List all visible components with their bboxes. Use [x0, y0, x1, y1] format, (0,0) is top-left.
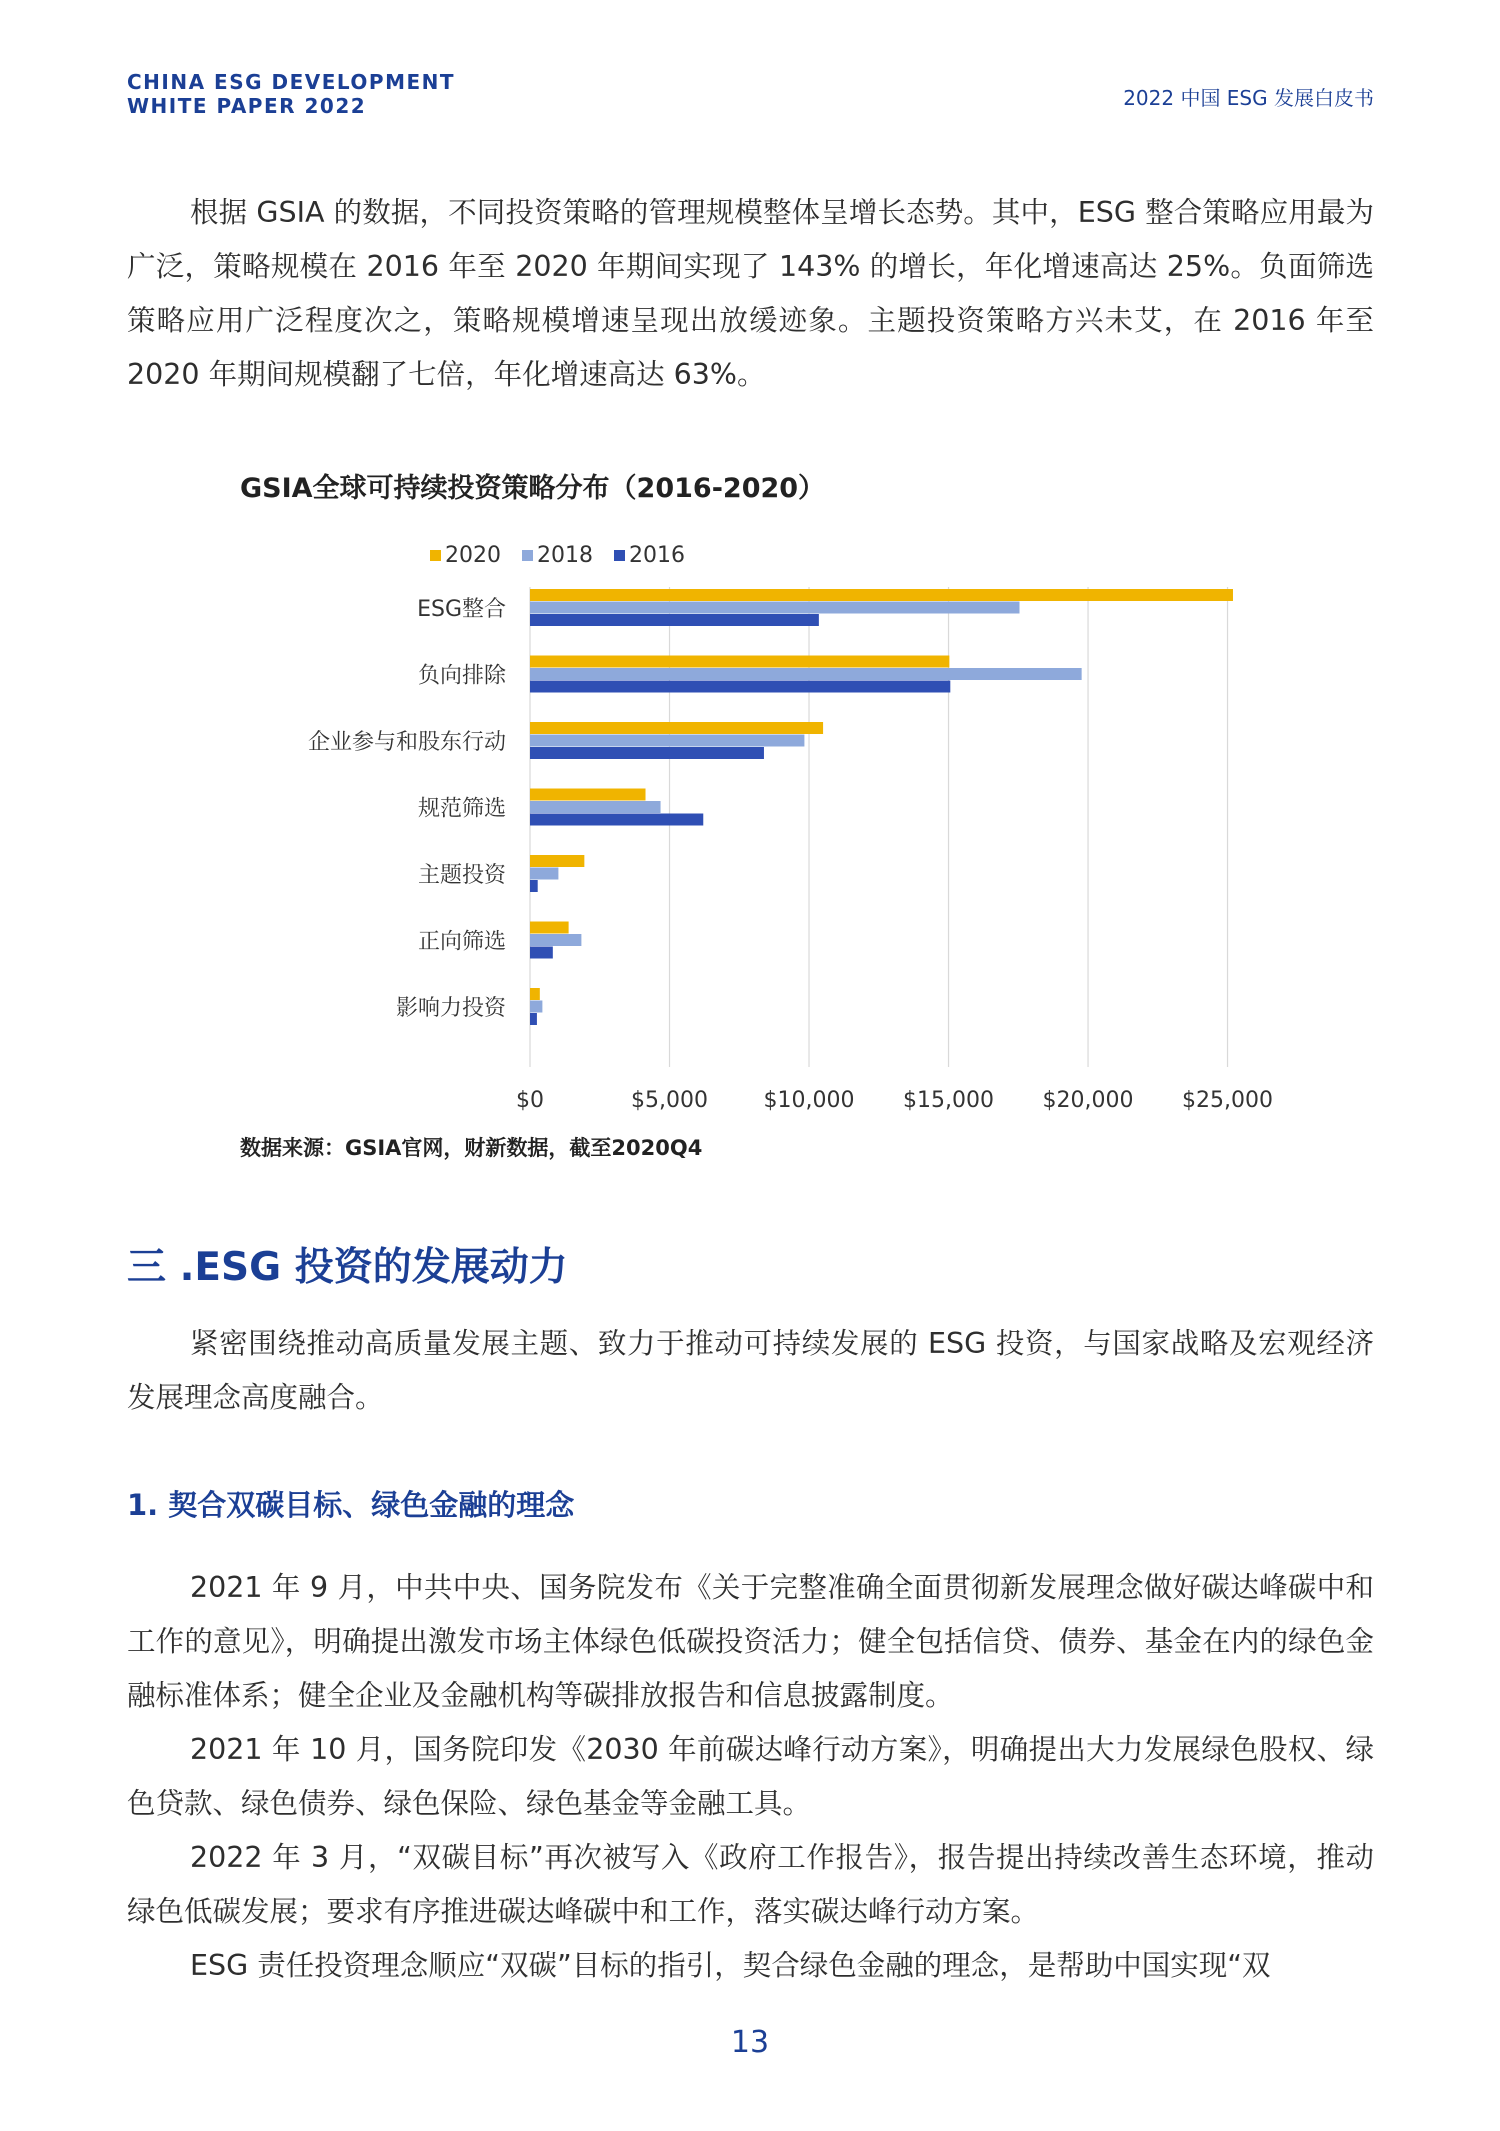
bar-2018-5: [530, 934, 581, 946]
bar-2018-3: [530, 801, 661, 813]
subsection-paragraph-1: 2021 年 9 月，中共中央、国务院发布《关于完整准确全面贯彻新发展理念做好碳达峰碳中和工作的意见》，明确提出激发市场主体绿色低碳投资活力；健全包括信贷、债券、基金在内的绿色金融标准体系；健全企业及金融机构等碳排放报告和信息披露制度。: [127, 1571, 1374, 1712]
chart-legend: [430, 543, 685, 568]
bar-2018-0: [530, 602, 1020, 614]
x-tick-label: $15,000: [903, 1088, 995, 1113]
x-tick-label: $10,000: [763, 1088, 855, 1113]
chart-svg: [222, 455, 1282, 1175]
bar-2020-6: [530, 988, 540, 1000]
bar-2016-1: [530, 681, 950, 693]
header-chinese-title: 2022 中国 ESG 发展白皮书: [1123, 86, 1374, 110]
x-tick-label: $25,000: [1182, 1088, 1274, 1113]
bar-2018-2: [530, 735, 804, 747]
chart-source-note: 数据来源：GSIA官网，财新数据，截至2020Q4: [240, 1136, 703, 1160]
legend-label-2016: 2016: [629, 543, 685, 568]
category-label: ESG整合: [417, 596, 506, 622]
legend-swatch-2016: [614, 550, 625, 561]
chart-bars: [530, 589, 1233, 1025]
header-publication-title: [127, 70, 455, 118]
category-label: 主题投资: [417, 862, 506, 888]
bar-2020-2: [530, 722, 823, 734]
subsection-paragraph-4: ESG 责任投资理念顺应“双碳”目标的指引，契合绿色金融的理念，是帮助中国实现“双: [190, 1949, 1271, 1982]
bar-2016-0: [530, 614, 819, 626]
chart-x-tick-labels: [516, 1088, 1273, 1113]
section-title: 三 .ESG 投资的发展动力: [127, 1245, 568, 1290]
legend-swatch-2018: [522, 550, 533, 561]
bar-2018-4: [530, 868, 558, 880]
x-tick-label: $5,000: [631, 1088, 708, 1113]
section-paragraph-block: [127, 1317, 1374, 1425]
header-title-line1: CHINA ESG DEVELOPMENT: [127, 70, 456, 94]
intro-paragraph-block: [127, 186, 1374, 402]
chart-title: GSIA全球可持续投资策略分布（2016-2020）: [240, 473, 826, 504]
category-label: 正向筛选: [417, 929, 506, 955]
category-label: 负向排除: [417, 663, 506, 689]
category-label: 企业参与和股东行动: [307, 729, 506, 755]
bar-2020-1: [530, 656, 949, 668]
intro-paragraph: 根据 GSIA 的数据，不同投资策略的管理规模整体呈增长态势。其中，ESG 整合策略应用最为广泛，策略规模在 2016 年至 2020 年期间实现了 143% 的增长，年化增速高达 25%。负面筛选策略应用广泛程度次之，策略规模增速呈现出放缓迹象。主题投资策略方兴未艾，在 2016 年至 2020 年期间规模翻了七倍，年化增速高达 63%。: [127, 196, 1374, 391]
subsection-paragraphs: [127, 1561, 1374, 1993]
page-number: 13: [730, 2025, 770, 2060]
bar-2018-6: [530, 1001, 542, 1013]
bar-2020-3: [530, 789, 646, 801]
bar-2020-4: [530, 855, 584, 867]
bar-2016-2: [530, 747, 764, 759]
category-label: 规范筛选: [417, 796, 506, 822]
subsection-paragraph-3: 2022 年 3 月，“双碳目标”再次被写入《政府工作报告》，报告提出持续改善生态环境，推动绿色低碳发展；要求有序推进碳达峰碳中和工作，落实碳达峰行动方案。: [127, 1841, 1374, 1928]
subsection-paragraph-2: 2021 年 10 月，国务院印发《2030 年前碳达峰行动方案》，明确提出大力发展绿色股权、绿色贷款、绿色债券、绿色保险、绿色基金等金融工具。: [127, 1733, 1374, 1820]
legend-label-2018: 2018: [537, 543, 593, 568]
category-label: 影响力投资: [395, 995, 506, 1021]
legend-label-2020: 2020: [445, 543, 501, 568]
section-paragraph: 紧密围绕推动高质量发展主题、致力于推动可持续发展的 ESG 投资，与国家战略及宏观经济发展理念高度融合。: [127, 1327, 1374, 1414]
subsection-title: 1. 契合双碳目标、绿色金融的理念: [127, 1488, 575, 1522]
bar-2018-1: [530, 668, 1082, 680]
x-tick-label: $0: [516, 1088, 544, 1113]
bar-2020-0: [530, 589, 1233, 601]
bar-2016-5: [530, 947, 553, 959]
bar-2020-5: [530, 922, 569, 934]
strategy-chart: [222, 455, 1282, 1175]
chart-category-labels: [308, 597, 507, 1021]
header-title-line2: WHITE PAPER 2022: [127, 94, 367, 118]
x-tick-label: $20,000: [1042, 1088, 1134, 1113]
legend-swatch-2020: [430, 550, 441, 561]
bar-2016-4: [530, 880, 538, 892]
bar-2016-3: [530, 814, 703, 826]
bar-2016-6: [530, 1013, 537, 1025]
